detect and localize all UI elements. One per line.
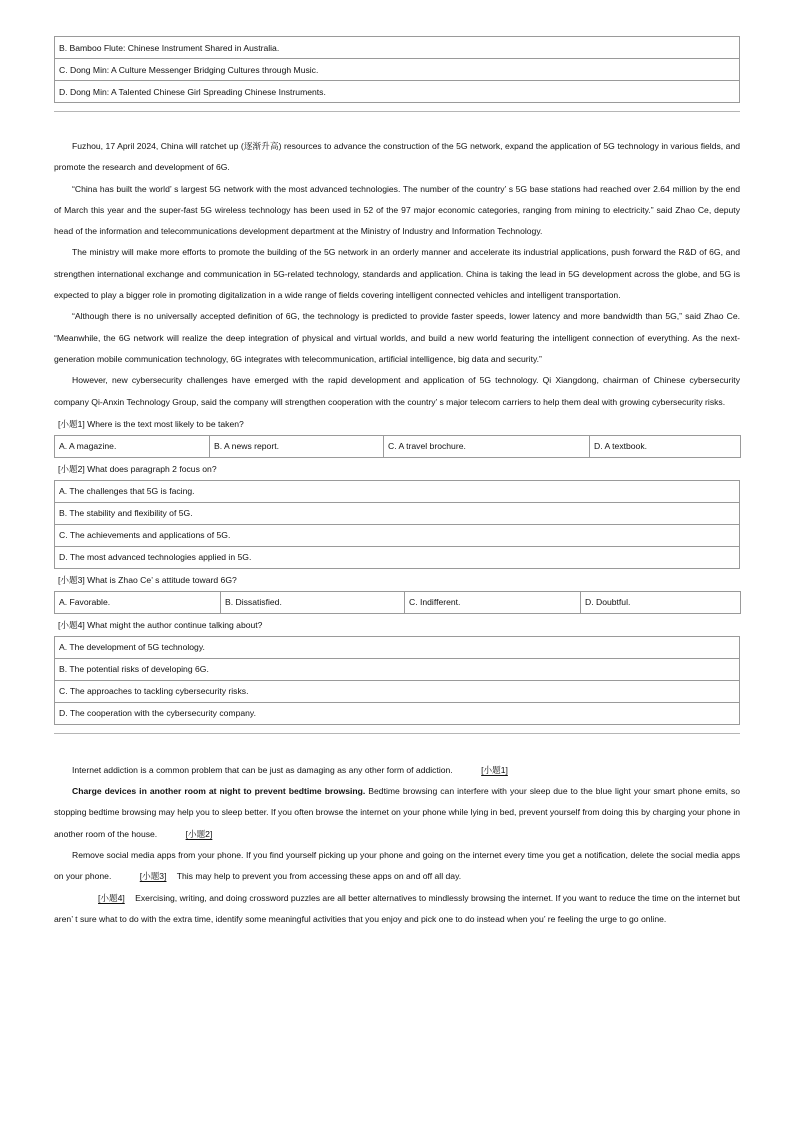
q1-option-c[interactable]: C. A travel brochure. — [384, 435, 590, 457]
q3-option-a[interactable]: A. Favorable. — [55, 591, 221, 613]
cloze-passage — [54, 760, 740, 930]
previous-question-options — [54, 36, 740, 103]
section-divider — [54, 733, 740, 734]
question-2-stem: [小题2] What does paragraph 2 focus on? — [58, 463, 217, 474]
question-1-options — [54, 435, 741, 458]
q1-option-b[interactable]: B. A news report. — [210, 435, 384, 457]
option-b[interactable]: B. Bamboo Flute: Chinese Instrument Shared in Australia. — [55, 37, 740, 59]
passage-paragraph: The ministry will make more efforts to promote the building of the 5G network in an orderly manner and accelerate its industrial applications, push forward the R&D of 6G, and strengthen international exchange and communication in 5G-related technology, standards and application. China is taking the lead in 5G development across the globe, and 5G is expected to play a bigger role in promoting digitalization in a wide range of fields covering intelligent connected vehicles and intelligent transportation. — [54, 247, 740, 301]
cloze-blank-4[interactable]: [小题4] — [98, 892, 125, 903]
q3-option-d[interactable]: D. Doubtful. — [581, 591, 741, 613]
cloze-text: Exercising, writing, and doing crossword puzzles are all better alternatives to mindlessly browsing the internet. If you want to reduce the time on the internet but aren’ t sure what to do with the extra time, identify some meaningful activities that you enjoy and pick one to do instead when you’ re feeling the urge to go online. — [54, 892, 741, 924]
cloze-paragraph-3 — [54, 845, 740, 888]
q4-option-c[interactable]: C. The approaches to tackling cybersecurity risks. — [55, 680, 740, 702]
cloze-text: This may help to prevent you from accessing these apps on and off all day. — [176, 871, 462, 882]
q4-option-d[interactable]: D. The cooperation with the cybersecurity company. — [55, 702, 740, 724]
cloze-paragraph-4 — [54, 888, 740, 931]
cloze-text: Bedtime browsing can interfere with your sleep due to the blue light your smart phone emits, so stopping bedtime browsing may help you to sleep better. If you often browse the internet on your phone while lying in bed, prevent yourself from doing this by charging your phone in another room of the house. — [54, 786, 741, 839]
q3-option-b[interactable]: B. Dissatisfied. — [221, 591, 405, 613]
option-d[interactable]: D. Dong Min: A Talented Chinese Girl Spreading Chinese Instruments. — [55, 81, 740, 103]
section-divider — [54, 111, 740, 112]
cloze-text: Internet addiction is a common problem that can be just as damaging as any other form of addiction. — [72, 764, 453, 775]
cloze-blank-2[interactable]: [小题2] — [185, 828, 213, 839]
q1-option-a[interactable]: A. A magazine. — [55, 435, 210, 457]
cloze-paragraph-1 — [54, 760, 740, 781]
cloze-blank-3[interactable]: [小题3] — [139, 871, 167, 882]
cloze-heading: Charge devices in another room at night to prevent bedtime browsing. — [72, 786, 366, 797]
option-c[interactable]: C. Dong Min: A Culture Messenger Bridging Cultures through Music. — [55, 59, 740, 81]
q2-option-d[interactable]: D. The most advanced technologies applied in 5G. — [55, 546, 740, 568]
q2-option-b[interactable]: B. The stability and flexibility of 5G. — [55, 502, 740, 524]
question-2-options — [54, 480, 740, 569]
passage-paragraph: Fuzhou, 17 April 2024, China will ratchet up (逐渐升高) resources to advance the construction of the 5G network, expand the application of 5G technology in various fields, and promote the research and development of 6G. — [54, 141, 740, 173]
q3-option-c[interactable]: C. Indifferent. — [405, 591, 581, 613]
q4-option-b[interactable]: B. The potential risks of developing 6G. — [55, 658, 740, 680]
question-1-stem: [小题1] Where is the text most likely to be taken? — [58, 418, 244, 429]
passage-paragraph: “Although there is no universally accepted definition of 6G, the technology is predicted to provide faster speeds, lower latency and more bandwidth than 5G,” said Zhao Ce. “Meanwhile, the 6G network will realize the deep integration of physical and virtual worlds, and build a new world featuring the intelligent connection of everything. As the next-generation mobile communication technology, 6G integrates with telecommunication, artificial intelligence, big data and security.” — [54, 311, 740, 364]
q1-option-d[interactable]: D. A textbook. — [590, 435, 741, 457]
q2-option-c[interactable]: C. The achievements and applications of 5G. — [55, 524, 740, 546]
document-page — [54, 36, 740, 930]
passage-paragraph: “China has built the world’ s largest 5G network with the most advanced technologies. The number of the country’ s 5G base stations had reached over 2.64 million by the end of March this year and the super-fast 5G wireless technology has been used in 52 of the 97 major economic categories, ranging from mining to electricity.” said Zhao Ce, deputy head of the information and telecommunications development department at the Ministry of Industry and Information Technology. — [54, 183, 740, 237]
reading-passage — [54, 136, 740, 413]
question-4-options — [54, 636, 740, 725]
question-4-stem: [小题4] What might the author continue talking about? — [58, 619, 263, 630]
q4-option-a[interactable]: A. The development of 5G technology. — [55, 636, 740, 658]
cloze-paragraph-2 — [54, 781, 740, 845]
question-3-options — [54, 591, 741, 614]
cloze-text: Remove social media apps from your phone. If you find yourself picking up your phone and going on the internet every time you get a notification, delete the social media apps on your phone. — [54, 850, 740, 882]
q2-option-a[interactable]: A. The challenges that 5G is facing. — [55, 480, 740, 502]
passage-paragraph: However, new cybersecurity challenges have emerged with the rapid development and application of 5G technology. Qi Xiangdong, chairman of Chinese cybersecurity company Qi-Anxin Technology Group, said the company will strengthen cooperation with the country’ s major telecom carriers to help them deal with growing cybersecurity risks. — [54, 375, 740, 407]
question-3-stem: [小题3] What is Zhao Ce’ s attitude toward 6G? — [58, 574, 237, 585]
cloze-blank-1[interactable]: [小题1] — [481, 764, 508, 775]
